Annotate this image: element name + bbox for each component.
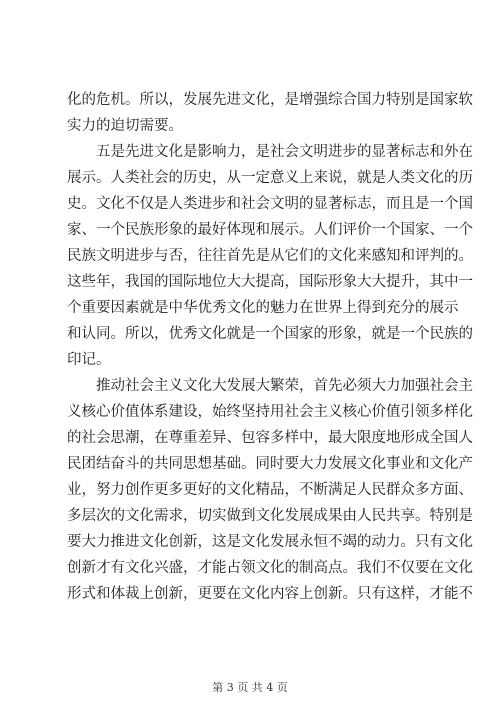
paragraph	[67, 139, 473, 373]
text-line: 这些年，我国的国际地位大大提高，国际形象大大提升，其中一	[67, 274, 473, 290]
paragraph	[67, 87, 473, 139]
text-line: 个重要因素就是中华优秀文化的魅力在世界上得到充分的展示	[67, 300, 459, 316]
document-body	[67, 87, 473, 607]
text-line: 的社会思潮，在尊重差异、包容多样中，最大限度地形成全国人	[67, 430, 473, 446]
text-line: 史。文化不仅是人类进步和社会文明的显著标志，而且是一个国	[67, 196, 473, 212]
text-line: 家、一个民族形象的最好体现和展示。人们评价一个国家、一个	[67, 222, 473, 238]
text-line: 民族文明进步与否，往往首先是从它们的文化来感知和评判的。	[67, 248, 473, 264]
text-line: 要大力推进文化创新，这是文化发展永恒不竭的动力。只有文化	[67, 534, 473, 550]
page-footer: 第 3 页 共 4 页	[212, 681, 288, 694]
text-line: 多层次的文化需求，切实做到文化发展成果由人民共享。特别是	[67, 508, 473, 524]
text-line: 化的危机。所以，发展先进文化，是增强综合国力特别是国家软	[67, 92, 473, 108]
text-line: 创新才有文化兴盛，才能占领文化的制高点。我们不仅要在文化	[67, 560, 473, 576]
text-line: 展示。人类社会的历史，从一定意义上来说，就是人类文化的历	[67, 170, 473, 186]
text-line: 印记。	[67, 352, 111, 368]
text-line: 五是先进文化是影响力，是社会文明进步的显著标志和外在	[96, 144, 473, 160]
text-line: 形式和体裁上创新，更要在文化内容上创新。只有这样，才能不	[67, 586, 473, 602]
text-line: 推动社会主义文化大发展大繁荣，首先必须大力加强社会主	[96, 378, 473, 394]
text-line: 业，努力创作更多更好的文化精品，不断满足人民群众多方面、	[67, 482, 473, 498]
paragraph	[67, 373, 473, 607]
text-line: 民团结奋斗的共同思想基础。同时要大力发展文化事业和文化产	[67, 456, 473, 472]
text-line: 义核心价值体系建设，始终坚持用社会主义核心价值引领多样化	[67, 404, 473, 420]
text-line: 实力的迫切需要。	[67, 118, 183, 134]
text-line: 和认同。所以，优秀文化就是一个国家的形象，就是一个民族的	[67, 326, 473, 342]
